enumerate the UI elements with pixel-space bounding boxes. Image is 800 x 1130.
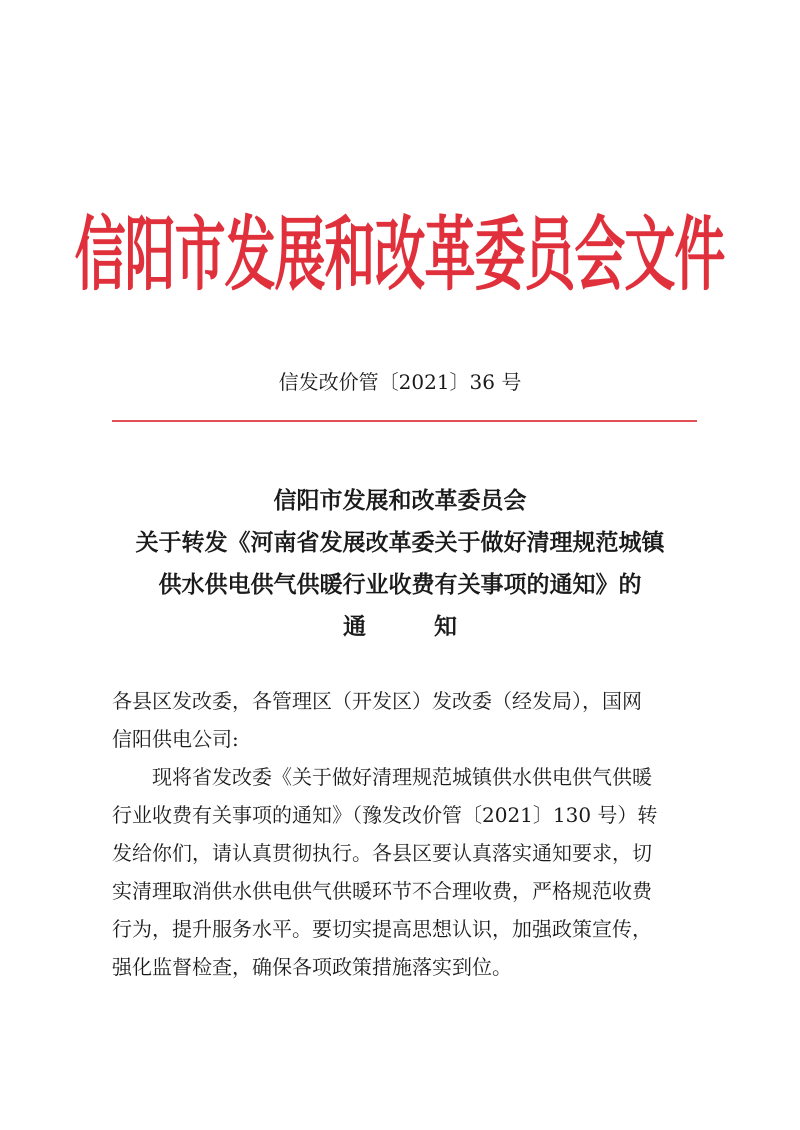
notice-title <box>100 480 700 648</box>
body-line: 现将省发改委《关于做好清理规范城镇供水供电供气供暖 <box>152 765 652 789</box>
body-line: 实清理取消供水供电供气供暖环节不合理收费，严格规范收费 <box>112 879 652 903</box>
title-line-1: 信阳市发展和改革委员会 <box>273 487 527 514</box>
body-line: 行为，提升服务水平。要切实提高思想认识，加强政策宣传， <box>112 917 652 941</box>
title-line-3: 供水供电供气供暖行业收费有关事项的通知》的 <box>158 571 642 598</box>
body-line: 发给你们，请认真贯彻执行。各县区要认真落实通知要求，切 <box>112 841 652 865</box>
red-divider-line <box>112 420 697 422</box>
body-line: 行业收费有关事项的通知》（豫发改价管〔2021〕130 号）转 <box>112 803 658 827</box>
document-number: 信发改价管〔2021〕36 号 <box>278 370 522 394</box>
body-line: 各县区发改委，各管理区（开发区）发改委（经发局），国网 <box>112 689 642 713</box>
notice-body <box>112 682 712 986</box>
title-line-4: 通 知 <box>342 613 487 640</box>
body-line: 强化监督检查，确保各项政策措施落实到位。 <box>112 955 512 979</box>
masthead-title <box>0 207 800 303</box>
body-line: 信阳供电公司: <box>112 727 239 751</box>
masthead-text: 信阳市发展和改革委员会文件 <box>75 207 725 303</box>
title-line-2: 关于转发《河南省发展改革委关于做好清理规范城镇 <box>135 529 665 556</box>
